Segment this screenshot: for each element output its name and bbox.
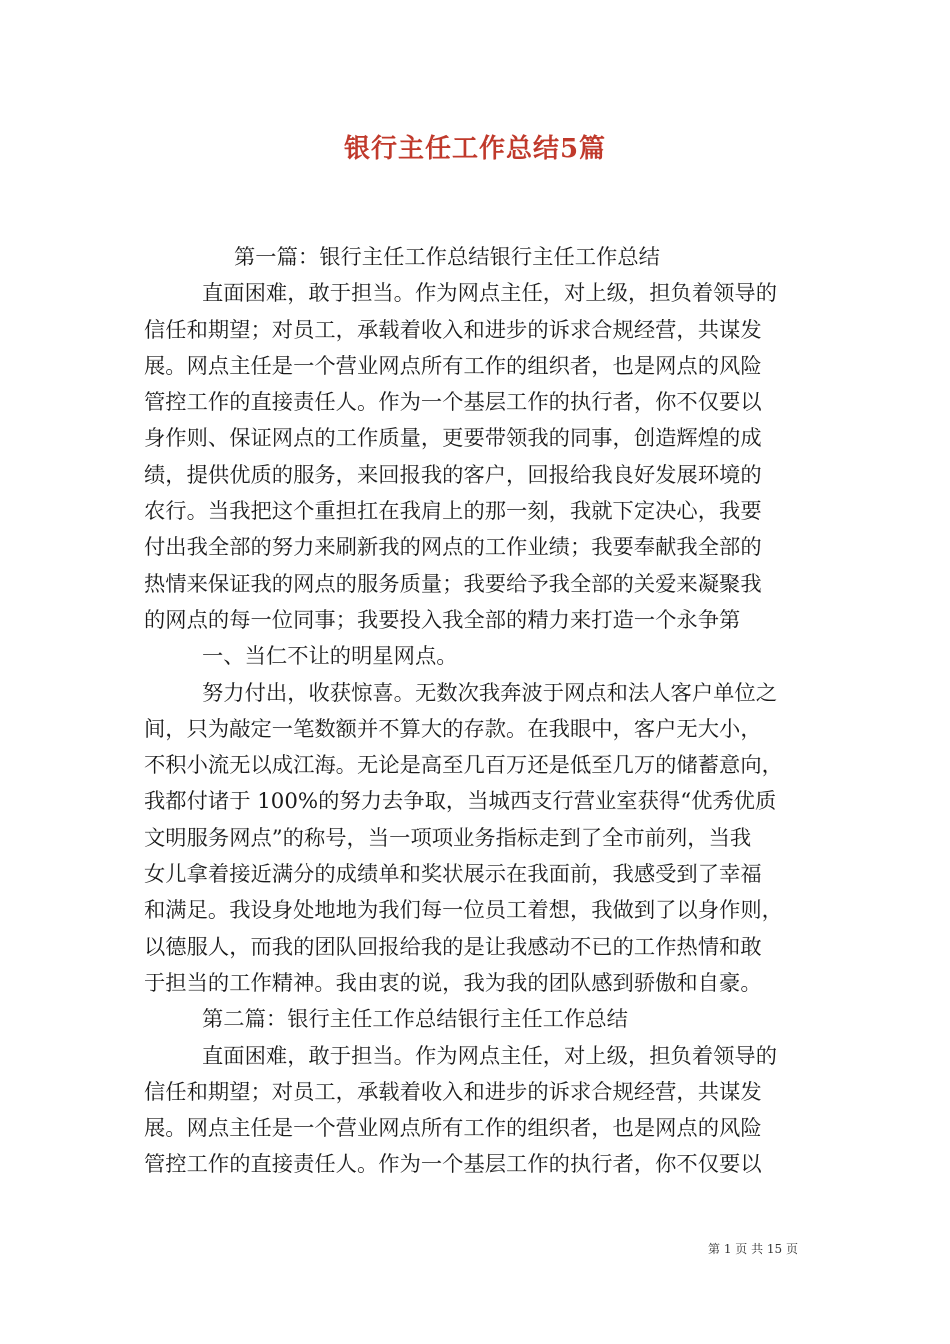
text-line: 直面困难，敢于担当。作为网点主任，对上级，担负着领导的 [202, 281, 778, 307]
text-line: 的网点的每一位同事；我要投入我全部的精力来打造一个永争第 [144, 607, 741, 633]
text-line: 我都付诸于 100%的努力去争取，当城西支行营业室获得“优秀优质 [144, 789, 777, 815]
text-line: 努力付出，收获惊喜。无数次我奔波于网点和法人客户单位之 [202, 680, 778, 706]
text-line: 管控工作的直接责任人。作为一个基层工作的执行者，你不仅要以 [144, 390, 762, 416]
text-line: 信任和期望；对员工，承载着收入和进步的诉求合规经营，共谋发 [144, 317, 762, 343]
text-line: 于担当的工作精神。我由衷的说，我为我的团队感到骄傲和自豪。 [144, 970, 762, 996]
text-line: 不积小流无以成江海。无论是高至几百万还是低至几万的储蓄意向， [144, 753, 783, 779]
text-line: 付出我全部的努力来刷新我的网点的工作业绩；我要奉献我全部的 [144, 535, 762, 561]
text-line: 管控工作的直接责任人。作为一个基层工作的执行者，你不仅要以 [144, 1152, 762, 1178]
text-line: 一、当仁不让的明星网点。 [202, 644, 458, 670]
text-line: 展。网点主任是一个营业网点所有工作的组织者，也是网点的风险 [144, 1116, 762, 1142]
text-line: 农行。当我把这个重担扛在我肩上的那一刻，我就下定决心，我要 [144, 499, 762, 525]
document-body [144, 240, 808, 1184]
text-line: 第二篇：银行主任工作总结银行主任工作总结 [202, 1007, 628, 1033]
text-line: 间，只为敲定一笔数额并不算大的存款。在我眼中，客户无大小， [144, 716, 762, 742]
text-line: 和满足。我设身处地地为我们每一位员工着想，我做到了以身作则， [144, 898, 783, 924]
text-line: 绩，提供优质的服务，来回报我的客户，回报给我良好发展环境的 [144, 462, 762, 488]
text-line: 展。网点主任是一个营业网点所有工作的组织者，也是网点的风险 [144, 353, 762, 379]
text-line: 信任和期望；对员工，承载着收入和进步的诉求合规经营，共谋发 [144, 1079, 762, 1105]
text-line: 热情来保证我的网点的服务质量；我要给予我全部的关爱来凝聚我 [144, 571, 762, 597]
text-line: 直面困难，敢于担当。作为网点主任，对上级，担负着领导的 [202, 1043, 778, 1069]
text-line: 女儿拿着接近满分的成绩单和奖状展示在我面前，我感受到了幸福 [144, 862, 762, 888]
text-line: 文明服务网点”的称号，当一项项业务指标走到了全市前列，当我 [144, 825, 752, 851]
document-title: 银行主任工作总结5篇 [343, 134, 607, 164]
text-line: 身作则、保证网点的工作质量，更要带领我的同事，创造辉煌的成 [144, 426, 762, 452]
text-line: 以德服人，而我的团队回报给我的是让我感动不已的工作热情和敢 [144, 934, 762, 960]
page-footer: 第 1 页 共 15 页 [708, 1242, 798, 1256]
text-line: 第一篇：银行主任工作总结银行主任工作总结 [234, 245, 660, 270]
